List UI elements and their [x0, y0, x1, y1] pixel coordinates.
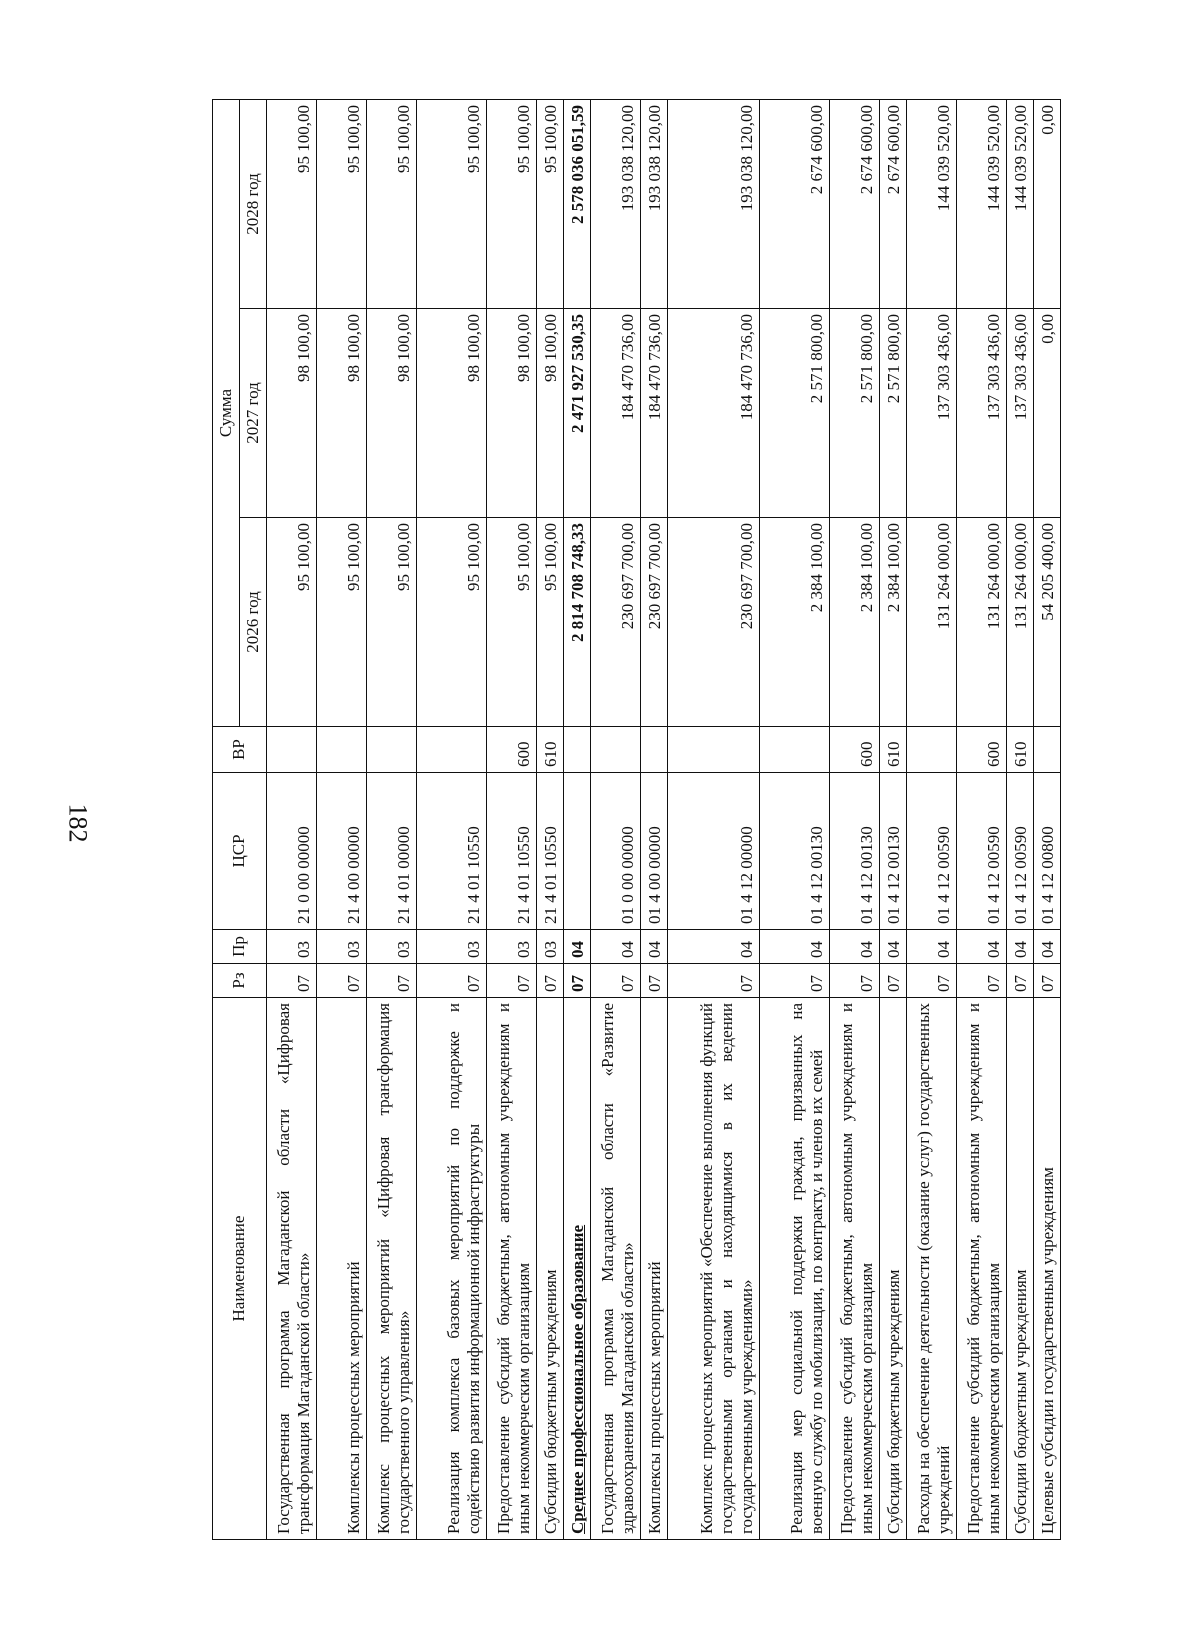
row-name-text: Государственная программа Магаданской области «Развитие здравоохранения Магаданской области»: [597, 1003, 637, 1534]
table-row: [957, 99, 1007, 1539]
row-amount-2027: 98 100,00: [367, 309, 417, 518]
row-amount-2027: 98 100,00: [317, 309, 367, 518]
row-rz: 07: [880, 964, 907, 998]
header-name: Наименование: [213, 998, 267, 1540]
row-name: [760, 998, 830, 1540]
row-name: [907, 998, 957, 1540]
row-csr: 01 4 12 00130: [880, 773, 907, 930]
row-pr: 04: [957, 930, 1007, 964]
row-amount-2026: 131 264 000,00: [957, 518, 1007, 727]
row-amount-2027: 137 303 436,00: [957, 309, 1007, 518]
table-row: [907, 99, 957, 1539]
row-name-text: Предоставление субсидий бюджетным, автономным учреждениям и иным некоммерческим организациям: [493, 1003, 533, 1534]
row-name-text: Среднее профессиональное образование: [567, 1224, 587, 1534]
row-name-text: Комплексы процессных мероприятий: [644, 1261, 664, 1534]
row-pr: 04: [1034, 930, 1061, 964]
row-amount-2026: 131 264 000,00: [907, 518, 957, 727]
row-amount-2026: 95 100,00: [417, 518, 487, 727]
row-csr: 01 4 12 00130: [760, 773, 830, 930]
row-vr: 600: [487, 727, 537, 773]
row-vr: 610: [1007, 727, 1034, 773]
row-name: [668, 998, 760, 1540]
header-csr: ЦСР: [213, 773, 267, 930]
row-amount-2028: 95 100,00: [537, 99, 564, 308]
row-rz: 07: [760, 964, 830, 998]
row-name-text: Предоставление субсидий бюджетным, автономным учреждениям и иным некоммерческим организациям: [836, 1003, 876, 1534]
table-row: [668, 99, 760, 1539]
row-rz: 07: [591, 964, 641, 998]
row-pr: 03: [537, 930, 564, 964]
row-name: [537, 998, 564, 1540]
row-amount-2028: 2 674 600,00: [760, 99, 830, 308]
row-name-text: Реализация мер социальной поддержки граждан, призванных на военную службу по мобилизации, по контракту, и членов их семей: [786, 1003, 826, 1534]
table-row: [880, 99, 907, 1539]
row-amount-2027: 98 100,00: [537, 309, 564, 518]
budget-table: [212, 99, 1061, 1540]
row-name: [591, 998, 641, 1540]
row-vr: [641, 727, 668, 773]
row-amount-2027: 2 571 800,00: [880, 309, 907, 518]
row-amount-2028: 95 100,00: [367, 99, 417, 308]
row-vr: 610: [880, 727, 907, 773]
row-amount-2027: 184 470 736,00: [668, 309, 760, 518]
row-csr: 01 4 12 00590: [907, 773, 957, 930]
header-2028: 2028 год: [240, 99, 267, 308]
row-pr: 04: [641, 930, 668, 964]
row-amount-2027: 137 303 436,00: [1007, 309, 1034, 518]
row-amount-2027: 2 471 927 530,35: [564, 309, 591, 518]
row-name: [367, 998, 417, 1540]
table-row: [267, 99, 317, 1539]
row-name-text: Комплексы процессных мероприятий: [343, 1261, 363, 1534]
row-rz: 07: [641, 964, 668, 998]
header-rz: Рз: [213, 964, 267, 998]
row-name: [564, 998, 591, 1540]
row-amount-2026: 2 814 708 748,33: [564, 518, 591, 727]
row-amount-2026: 2 384 100,00: [830, 518, 880, 727]
row-amount-2026: 95 100,00: [367, 518, 417, 727]
row-amount-2028: 193 038 120,00: [641, 99, 668, 308]
row-csr: 01 4 00 00000: [641, 773, 668, 930]
row-pr: 03: [487, 930, 537, 964]
row-csr: 21 4 01 10550: [487, 773, 537, 930]
row-pr: 04: [668, 930, 760, 964]
page-number: 182: [63, 803, 93, 843]
row-csr: 01 0 00 00000: [591, 773, 641, 930]
table-row: [317, 99, 367, 1539]
row-amount-2027: 0,00: [1034, 309, 1061, 518]
row-vr: [564, 727, 591, 773]
row-rz: 07: [907, 964, 957, 998]
row-amount-2027: 137 303 436,00: [907, 309, 957, 518]
row-pr: 03: [317, 930, 367, 964]
row-name-text: Предоставление субсидий бюджетным, автономным учреждениям и иным некоммерческим организациям: [963, 1003, 1003, 1534]
row-vr: [267, 727, 317, 773]
row-rz: 07: [487, 964, 537, 998]
row-vr: [907, 727, 957, 773]
row-csr: 01 4 12 00590: [957, 773, 1007, 930]
row-amount-2026: 230 697 700,00: [591, 518, 641, 727]
row-amount-2028: 144 039 520,00: [907, 99, 957, 308]
row-amount-2026: 54 205 400,00: [1034, 518, 1061, 727]
row-amount-2026: 230 697 700,00: [668, 518, 760, 727]
table-row: [417, 99, 487, 1539]
row-csr: 01 4 12 00130: [830, 773, 880, 930]
row-rz: 07: [317, 964, 367, 998]
row-amount-2028: 0,00: [1034, 99, 1061, 308]
row-amount-2026: 230 697 700,00: [641, 518, 668, 727]
row-amount-2028: 193 038 120,00: [591, 99, 641, 308]
row-amount-2027: 2 571 800,00: [760, 309, 830, 518]
row-amount-2026: 95 100,00: [487, 518, 537, 727]
row-vr: 600: [830, 727, 880, 773]
row-pr: 04: [760, 930, 830, 964]
row-csr: 21 4 00 00000: [317, 773, 367, 930]
row-amount-2027: 98 100,00: [487, 309, 537, 518]
row-pr: 04: [564, 930, 591, 964]
row-rz: 07: [564, 964, 591, 998]
row-amount-2028: 95 100,00: [317, 99, 367, 308]
row-vr: [1034, 727, 1061, 773]
row-name: [641, 998, 668, 1540]
row-pr: 04: [880, 930, 907, 964]
row-amount-2026: 2 384 100,00: [760, 518, 830, 727]
table-row: [760, 99, 830, 1539]
header-sum: Сумма: [213, 99, 240, 726]
row-name-text: Субсидии бюджетным учреждениям: [1010, 1269, 1030, 1534]
row-pr: 03: [367, 930, 417, 964]
header-pr: Пр: [213, 930, 267, 964]
row-rz: 07: [537, 964, 564, 998]
header-2026: 2026 год: [240, 518, 267, 727]
row-pr: 04: [907, 930, 957, 964]
row-rz: 07: [668, 964, 760, 998]
row-csr: 01 4 12 00590: [1007, 773, 1034, 930]
row-name: [417, 998, 487, 1540]
header-vr: ВР: [213, 727, 267, 773]
row-name-text: Субсидии бюджетным учреждениям: [540, 1269, 560, 1534]
row-csr: 21 0 00 00000: [267, 773, 317, 930]
row-csr: 01 4 12 00000: [668, 773, 760, 930]
table-row: [830, 99, 880, 1539]
row-rz: 07: [267, 964, 317, 998]
row-vr: 610: [537, 727, 564, 773]
row-amount-2027: 184 470 736,00: [591, 309, 641, 518]
row-rz: 07: [830, 964, 880, 998]
row-amount-2028: 2 578 036 051,59: [564, 99, 591, 308]
row-amount-2027: 184 470 736,00: [641, 309, 668, 518]
row-name: [267, 998, 317, 1540]
row-vr: [668, 727, 760, 773]
row-amount-2027: 98 100,00: [267, 309, 317, 518]
row-rz: 07: [1007, 964, 1034, 998]
row-csr: 01 4 12 00800: [1034, 773, 1061, 930]
row-amount-2028: 95 100,00: [487, 99, 537, 308]
table-row: [367, 99, 417, 1539]
row-amount-2027: 2 571 800,00: [830, 309, 880, 518]
table-row: [564, 99, 591, 1539]
row-name: [830, 998, 880, 1540]
row-amount-2026: 95 100,00: [267, 518, 317, 727]
row-amount-2026: 95 100,00: [537, 518, 564, 727]
row-amount-2026: 95 100,00: [317, 518, 367, 727]
row-rz: 07: [957, 964, 1007, 998]
row-amount-2028: 193 038 120,00: [668, 99, 760, 308]
row-vr: 600: [957, 727, 1007, 773]
row-csr: 21 4 01 10550: [417, 773, 487, 930]
header-2027: 2027 год: [240, 309, 267, 518]
row-pr: 04: [591, 930, 641, 964]
row-name: [880, 998, 907, 1540]
row-name: [1034, 998, 1061, 1540]
row-pr: 04: [1007, 930, 1034, 964]
table-row: [1007, 99, 1034, 1539]
row-name-text: Субсидии бюджетным учреждениям: [883, 1269, 903, 1534]
row-name-text: Целевые субсидии государственным учреждениям: [1037, 1167, 1057, 1534]
table-row: [1034, 99, 1061, 1539]
row-amount-2028: 95 100,00: [417, 99, 487, 308]
row-rz: 07: [417, 964, 487, 998]
row-name-text: Расходы на обеспечение деятельности (оказание услуг) государственных учреждений: [913, 1003, 953, 1534]
row-vr: [760, 727, 830, 773]
row-rz: 07: [1034, 964, 1061, 998]
row-name: [487, 998, 537, 1540]
row-amount-2027: 98 100,00: [417, 309, 487, 518]
row-amount-2028: 144 039 520,00: [957, 99, 1007, 308]
row-vr: [417, 727, 487, 773]
row-pr: 03: [267, 930, 317, 964]
row-name-text: Комплекс процессных мероприятий «Цифровая трансформация государственного управления»: [373, 1003, 413, 1534]
row-name: [1007, 998, 1034, 1540]
table-row: [591, 99, 641, 1539]
row-name-text: Государственная программа Магаданской области «Цифровая трансформация Магаданской области»: [273, 1003, 313, 1534]
row-pr: 04: [830, 930, 880, 964]
row-csr: 21 4 01 10550: [537, 773, 564, 930]
row-csr: [564, 773, 591, 930]
row-name-text: Комплекс процессных мероприятий «Обеспечение выполнения функций государственными органами и находящимися в их ведении государственными учреждениями»: [696, 1003, 756, 1534]
table-row: [537, 99, 564, 1539]
row-amount-2026: 131 264 000,00: [1007, 518, 1034, 727]
table-row: [641, 99, 668, 1539]
row-vr: [317, 727, 367, 773]
row-amount-2028: 2 674 600,00: [880, 99, 907, 308]
row-rz: 07: [367, 964, 417, 998]
table-body: [267, 99, 1061, 1539]
row-name-text: Реализация комплекса базовых мероприятий по поддержке и содействию развития информационной инфраструктуры: [443, 1003, 483, 1534]
row-name: [317, 998, 367, 1540]
row-amount-2028: 2 674 600,00: [830, 99, 880, 308]
table-row: [487, 99, 537, 1539]
rotated-table-container: [212, 100, 1200, 1540]
row-vr: [367, 727, 417, 773]
row-name: [957, 998, 1007, 1540]
row-pr: 03: [417, 930, 487, 964]
row-csr: 21 4 01 00000: [367, 773, 417, 930]
header-row-1: [213, 99, 240, 1539]
row-amount-2026: 2 384 100,00: [880, 518, 907, 727]
row-amount-2028: 144 039 520,00: [1007, 99, 1034, 308]
row-vr: [591, 727, 641, 773]
row-amount-2028: 95 100,00: [267, 99, 317, 308]
